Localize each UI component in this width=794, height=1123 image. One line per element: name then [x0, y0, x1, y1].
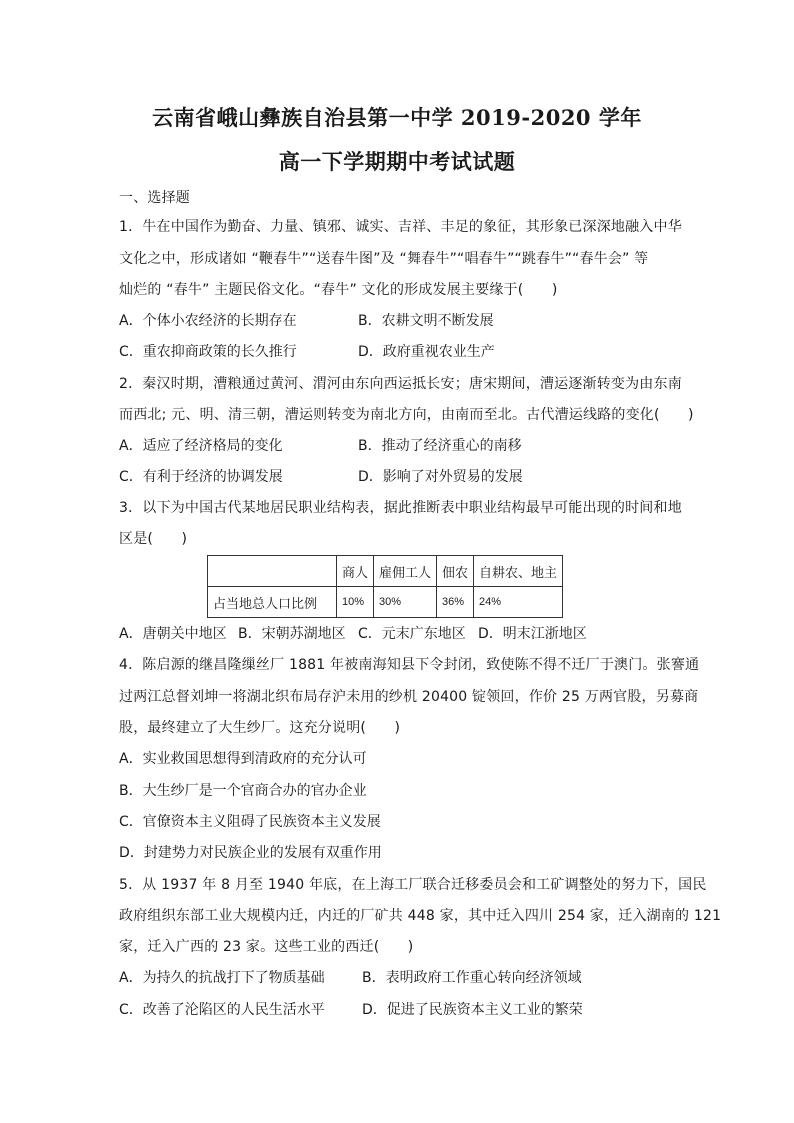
- occupation-table: [207, 555, 563, 618]
- table-cell: 10%: [337, 587, 374, 618]
- q2-option-c: C．有利于经济的协调发展: [119, 469, 283, 485]
- q2-option-d: D．影响了对外贸易的发展: [358, 469, 523, 485]
- q4-option-b: B．大生纱厂是一个官商合办的官办企业: [119, 783, 367, 799]
- table-header-cell: 商人: [337, 556, 374, 587]
- q3-line: 区是( ): [119, 531, 188, 547]
- q1-line: 文化之中，形成诸如 “鞭春牛”“送春牛图”及 “舞春牛”“唱春牛”“跳春牛”“春牛会” 等: [119, 251, 649, 267]
- q2-option-a: A．适应了经济格局的变化: [119, 438, 283, 454]
- q3-option-b: B．宋朝苏湖地区: [238, 626, 346, 642]
- q3-option-a: A．唐朝关中地区: [119, 626, 227, 642]
- q3-line: 3．以下为中国古代某地居民职业结构表，据此推断表中职业结构最早可能出现的时间和地: [119, 500, 682, 516]
- q2-option-b: B．推动了经济重心的南移: [358, 438, 522, 454]
- exam-title-line2: 高一下学期期中考试试题: [278, 149, 516, 174]
- q4-option-d: D．封建势力对民族企业的发展有双重作用: [119, 845, 382, 861]
- q1-option-c: C．重农抑商政策的长久推行: [119, 344, 297, 360]
- q5-option-c: C．改善了沦陷区的人民生活水平: [119, 1002, 325, 1018]
- q1-option-d: D．政府重视农业生产: [358, 344, 495, 360]
- q1-line: 灿烂的 “春牛” 主题民俗文化。“春牛” 文化的形成发展主要缘于( ): [119, 282, 558, 298]
- table-header-cell: 雇佣工人: [374, 556, 437, 587]
- section-heading: 一、选择题: [119, 190, 190, 206]
- q4-line: 过两江总督刘坤一将湖北织布局存沪未用的纱机 20400 锭领回，作价 25 万两官股，另募商: [119, 689, 699, 705]
- exam-title-line1: 云南省峨山彝族自治县第一中学 2019-2020 学年: [152, 105, 642, 130]
- q4-line: 4．陈启源的继昌隆缫丝厂 1881 年被南海知县下令封闭，致使陈不得不迁厂于澳门。张謇通: [119, 657, 700, 673]
- q1-option-a: A．个体小农经济的长期存在: [119, 313, 297, 329]
- q1-line: 1．牛在中国作为勤奋、力量、镇邪、诚实、吉祥、丰足的象征，其形象已深深地融入中华: [119, 219, 682, 235]
- q5-option-a: A．为持久的抗战打下了物质基础: [119, 970, 325, 986]
- q3-option-c: C．元末广东地区: [358, 626, 466, 642]
- table-header-cell: 佃农: [437, 556, 474, 587]
- table-cell: 24%: [474, 587, 563, 618]
- q5-line: 5．从 1937 年 8 月至 1940 年底，在上海工厂联合迁移委员会和工矿调整处的努力下，国民: [119, 877, 707, 893]
- q4-option-a: A．实业救国思想得到清政府的充分认可: [119, 751, 367, 767]
- q3-option-d: D．明末江浙地区: [478, 626, 587, 642]
- q2-line: 而西北; 元、明、清三朝，漕运则转变为南北方向，由南而至北。古代漕运线路的变化( ): [119, 407, 694, 423]
- table-cell: 30%: [374, 587, 437, 618]
- table-row: [208, 587, 563, 618]
- q5-option-b: B．表明政府工作重心转向经济领域: [362, 970, 582, 986]
- q1-option-b: B．农耕文明不断发展: [358, 313, 494, 329]
- q5-line: 家，迁入广西的 23 家。这些工业的西迁( ): [119, 939, 414, 955]
- q4-line: 股，最终建立了大生纱厂。这充分说明( ): [119, 720, 401, 736]
- table-cell: 36%: [437, 587, 474, 618]
- q2-line: 2．秦汉时期，漕粮通过黄河、渭河由东向西运抵长安；唐宋期间，漕运逐渐转变为由东南: [119, 376, 682, 392]
- q5-option-d: D．促进了民族资本主义工业的繁荣: [362, 1002, 583, 1018]
- table-header-cell: [208, 556, 337, 587]
- q5-line: 政府组织东部工业大规模内迁，内迁的厂矿共 448 家，其中迁入四川 254 家，迁入湖南的 121: [119, 908, 722, 924]
- table-header-cell: 自耕农、地主: [474, 556, 563, 587]
- table-header-row: [208, 556, 563, 587]
- q4-option-c: C．官僚资本主义阻碍了民族资本主义发展: [119, 814, 381, 830]
- table-row-label: 占当地总人口比例: [208, 587, 337, 618]
